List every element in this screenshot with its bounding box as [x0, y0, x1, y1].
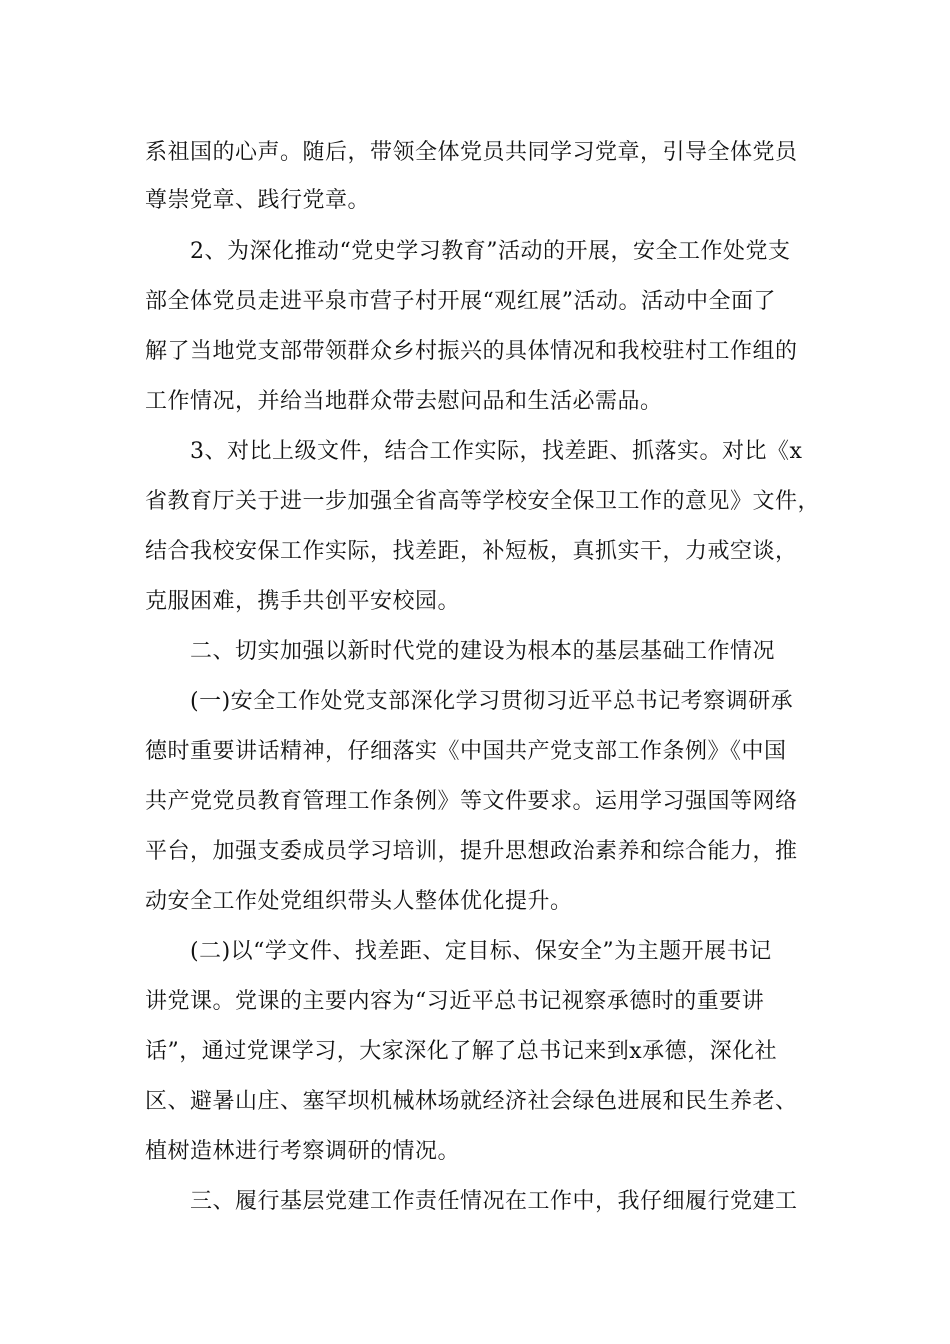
text-line: 克服困难，携手共创平安校园。: [145, 589, 461, 614]
text-line: 平台，加强支委成员学习培训，提升思想政治素养和综合能力，推: [145, 839, 798, 864]
text-line: 结合我校安保工作实际，找差距，补短板，真抓实干，力戒空谈，: [145, 539, 798, 564]
section-heading: 二、切实加强以新时代党的建设为根本的基层基础工作情况: [190, 639, 776, 664]
text-line: 讲党课。党课的主要内容为“习近平总书记视察承德时的重要讲: [145, 989, 765, 1014]
text-line: 共产党党员教育管理工作条例》等文件要求。运用学习强国等网络: [145, 789, 798, 814]
text-line: 部全体党员走进平泉市营子村开展“观红展”活动。活动中全面了: [145, 289, 776, 314]
text-line: 植树造林进行考察调研的情况。: [145, 1139, 461, 1164]
text-line: 区、避暑山庄、塞罕坝机械林场就经济社会绿色进展和民生养老、: [145, 1089, 798, 1114]
text-line: 工作情况，并给当地群众带去慰问品和生活必需品。: [145, 389, 663, 414]
text-line: (一)安全工作处党支部深化学习贯彻习近平总书记考察调研承: [190, 689, 794, 714]
text-line: 尊崇党章、践行党章。: [145, 188, 371, 213]
text-line: 2、为深化推动“党史学习教育”活动的开展，安全工作处党支: [190, 239, 791, 264]
text-line: 解了当地党支部带领群众乡村振兴的具体情况和我校驻村工作组的: [145, 339, 798, 364]
text-line: 3、对比上级文件，结合工作实际，找差距、抓落实。对比《x: [190, 439, 803, 464]
text-line: 省教育厅关于进一步加强全省高等学校安全保卫工作的意见》文件，: [145, 489, 821, 514]
text-line: (二)以“学文件、找差距、定目标、保安全”为主题开展书记: [190, 939, 772, 964]
text-line: 系祖国的心声。随后，带领全体党员共同学习党章，引导全体党员: [145, 140, 798, 165]
text-line: 德时重要讲话精神，仔细落实《中国共产党支部工作条例》《中国: [145, 739, 787, 764]
text-line: 动安全工作处党组织带头人整体优化提升。: [145, 889, 573, 914]
text-line: 话”，通过党课学习，大家深化了解了总书记来到x承德，深化社: [145, 1039, 778, 1064]
section-heading: 三、履行基层党建工作责任情况在工作中，我仔细履行党建工: [190, 1189, 798, 1214]
